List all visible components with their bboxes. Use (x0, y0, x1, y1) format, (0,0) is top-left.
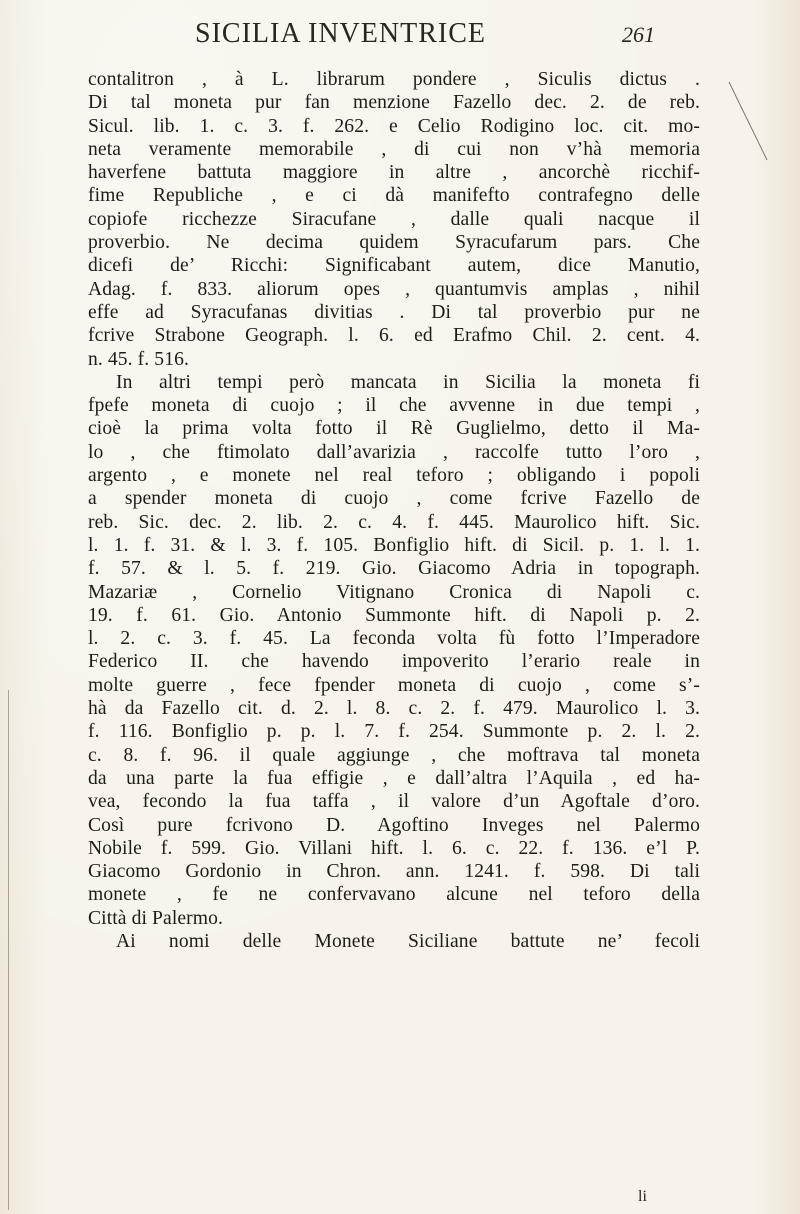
body-text (88, 68, 700, 953)
text-line: reb. Sic. dec. 2. lib. 2. c. 4. f. 445. Maurolico hift. Sic. (88, 511, 700, 533)
margin-pencil-mark (727, 80, 787, 180)
text-line: monete , fe ne confervavano alcune nel teforo della (88, 884, 700, 906)
text-line: 19. f. 61. Gio. Antonio Summonte hift. di Napoli p. 2. (88, 604, 700, 626)
text-line: fcrive Strabone Geograph. l. 6. ed Erafmo Chil. 2. cent. 4. (88, 325, 700, 347)
text-line: fime Republiche , e ci dà manifefto contrafegno delle (88, 185, 700, 207)
text-line: l. 2. c. 3. f. 45. La feconda volta fù fotto l’Imperadore (88, 628, 700, 650)
text-line: Di tal moneta pur fan menzione Fazello dec. 2. de reb. (88, 92, 700, 114)
text-line: vea, fecondo la fua taffa , il valore d’un Agoftale d’oro. (88, 791, 700, 813)
text-line: neta veramente memorabile , di cui non v’hà memoria (88, 138, 700, 160)
text-line: l. 1. f. 31. & l. 3. f. 105. Bonfiglio hift. di Sicil. p. 1. l. 1. (88, 534, 700, 556)
text-line: Nobile f. 599. Gio. Villani hift. l. 6. c. 22. f. 136. e’l P. (88, 837, 700, 859)
text-line: haverfene battuta maggiore in altre , ancorchè ricchif- (88, 162, 700, 184)
text-line: Federico II. che havendo impoverito l’erario reale in (88, 651, 700, 673)
text-line: n. 45. f. 516. (88, 348, 189, 370)
text-line: contalitron , à L. librarum pondere , Siculis dictus . (88, 69, 700, 90)
page-header (0, 18, 800, 58)
text-line: f. 57. & l. 5. f. 219. Gio. Giacomo Adria in topograph. (88, 558, 700, 580)
text-line: molte guerre , fece fpender moneta di cuojo , come s’- (88, 674, 700, 696)
text-line: Giacomo Gordonio in Chron. ann. 1241. f. 598. Di tali (88, 861, 700, 883)
catchword: li (638, 1188, 647, 1205)
text-line: da una parte la fua effigie , e dall’altra l’Aquila , ed ha- (88, 767, 700, 789)
text-line: Mazariæ , Cornelio Vitignano Cronica di Napoli c. (88, 581, 700, 603)
text-line: argento , e monete nel real teforo ; obligando i popoli (88, 465, 700, 487)
text-line: cioè la prima volta fotto il Rè Guglielmo, detto il Ma- (88, 418, 700, 440)
text-line: effe ad Syracufanas divitias . Di tal proverbio pur ne (88, 301, 700, 323)
text-line: Così pure fcrivono D. Agoftino Inveges nel Palermo (88, 814, 700, 836)
text-line: proverbio. Ne decima quidem Syracufarum pars. Che (88, 232, 700, 254)
text-line: hà da Fazello cit. d. 2. l. 8. c. 2. f. 479. Maurolico l. 3. (88, 698, 700, 720)
text-line: f. 116. Bonfiglio p. p. l. 7. f. 254. Summonte p. 2. l. 2. (88, 721, 700, 743)
text-line: lo , che ftimolato dall’avarizia , raccolfe tutto l’oro , (88, 441, 700, 463)
text-line: Adag. f. 833. aliorum opes , quantumvis amplas , nihil (88, 278, 700, 300)
text-line: fpefe moneta di cuojo ; il che avvenne in due tempi , (88, 395, 700, 417)
text-line: Città di Palermo. (88, 907, 224, 929)
text-line: Sicul. lib. 1. c. 3. f. 262. e Celio Rodigino loc. cit. mo- (88, 115, 700, 137)
text-line: dicefi de’ Ricchi: Significabant autem, dice Manutio, (88, 255, 700, 277)
text-line: c. 8. f. 96. il quale aggiunge , che moftrava tal moneta (88, 744, 700, 766)
margin-rule (8, 690, 9, 1210)
running-head: SICILIA INVENTRICE (195, 18, 486, 49)
paragraph-start-line: In altri tempi però mancata in Sicilia la moneta fi (116, 371, 700, 393)
paragraph-start-line: Ai nomi delle Monete Siciliane battute ne’ fecoli (116, 930, 700, 952)
text-line: a spender moneta di cuojo , come fcrive Fazello de (88, 488, 700, 510)
page-number: 261 (622, 22, 655, 47)
text-line: copiofe ricchezze Siracufane , dalle quali nacque il (88, 208, 700, 230)
